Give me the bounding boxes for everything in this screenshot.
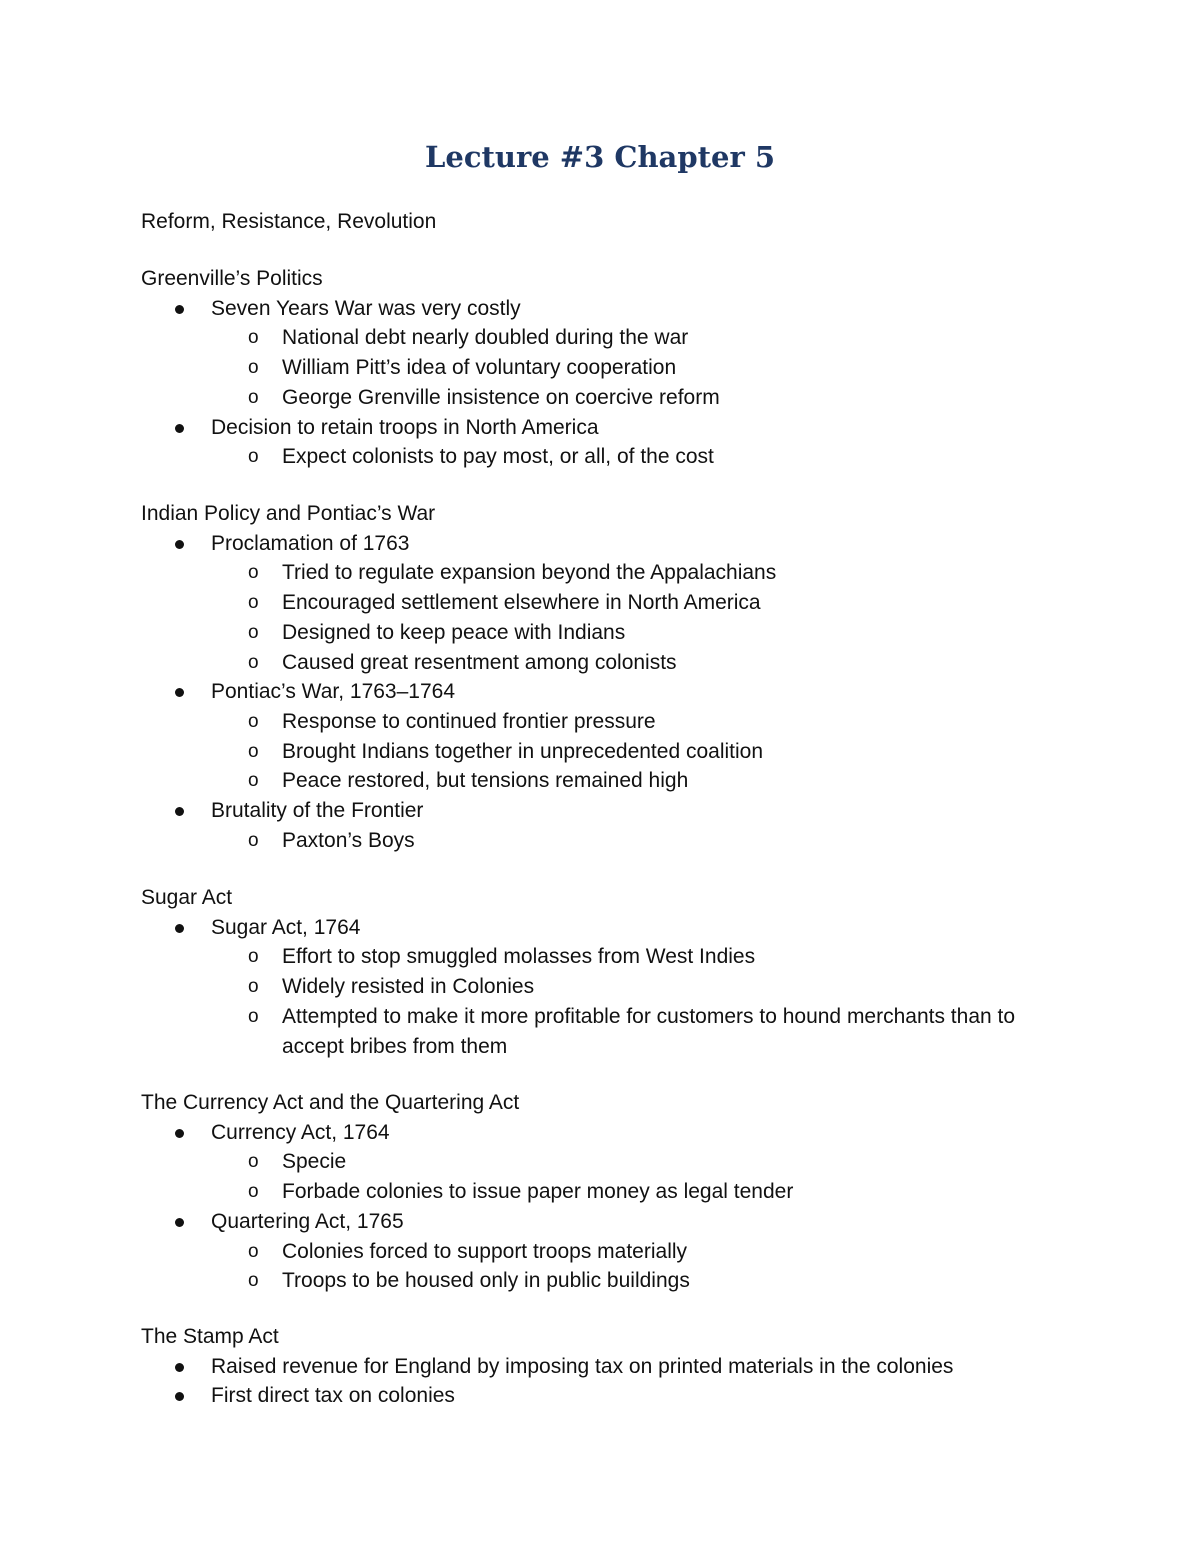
sub-list-item: William Pitt’s idea of voluntary cooperation — [282, 356, 677, 380]
sub-list-item: Tried to regulate expansion beyond the Appalachians — [282, 561, 777, 585]
list-item: Pontiac’s War, 1763–1764 — [211, 680, 456, 704]
sub-list-item: Encouraged settlement elsewhere in North America — [282, 591, 761, 615]
list-item: Quartering Act, 1765 — [211, 1209, 404, 1233]
bullet-dot-icon — [175, 1363, 184, 1372]
sub-list-item: Brought Indians together in unprecedented coalition — [282, 739, 764, 763]
hollow-bullet-icon: o — [248, 770, 259, 792]
hollow-bullet-icon: o — [248, 1151, 259, 1173]
sub-list-item: Peace restored, but tensions remained high — [282, 769, 689, 793]
hollow-bullet-icon: o — [248, 710, 259, 732]
hollow-bullet-icon: o — [248, 1270, 259, 1292]
hollow-bullet-icon: o — [248, 1181, 259, 1203]
hollow-bullet-icon: o — [248, 621, 259, 643]
section-heading: Indian Policy and Pontiac’s War — [141, 502, 436, 525]
sub-list-item: George Grenville insistence on coercive reform — [282, 385, 720, 409]
section-heading: Greenville’s Politics — [141, 267, 323, 290]
list-item: Proclamation of 1763 — [211, 531, 410, 555]
hollow-bullet-icon: o — [248, 592, 259, 614]
sub-list-item: National debt nearly doubled during the war — [282, 326, 689, 350]
sub-list-item: Designed to keep peace with Indians — [282, 620, 626, 644]
sub-list-item: Expect colonists to pay most, or all, of the cost — [282, 445, 714, 469]
list-item: Brutality of the Frontier — [211, 799, 424, 822]
bullet-dot-icon — [175, 540, 184, 549]
list-item: Currency Act, 1764 — [211, 1120, 390, 1144]
hollow-bullet-icon: o — [248, 327, 259, 349]
hollow-bullet-icon: o — [248, 1240, 259, 1262]
sub-list-item: Paxton’s Boys — [282, 828, 415, 852]
sub-list-item: Specie — [282, 1150, 347, 1174]
sub-list-item: Colonies forced to support troops materially — [282, 1239, 688, 1263]
sub-list-item: Effort to stop smuggled molasses from West Indies — [282, 945, 756, 969]
hollow-bullet-icon: o — [248, 386, 259, 408]
section-heading: The Stamp Act — [141, 1325, 279, 1348]
sub-list-item: Response to continued frontier pressure — [282, 709, 656, 733]
hollow-bullet-icon: o — [248, 651, 259, 673]
list-item: Raised revenue for England by imposing tax on printed materials in the colonies — [211, 1354, 954, 1378]
sub-list-item: Widely resisted in Colonies — [282, 975, 535, 999]
hollow-bullet-icon: o — [248, 446, 259, 468]
document-subtitle: Reform, Resistance, Revolution — [141, 210, 437, 233]
bullet-dot-icon — [175, 424, 184, 433]
hollow-bullet-icon: o — [248, 829, 259, 851]
document-title: Lecture #3 Chapter 5 — [424, 140, 775, 174]
sub-list-item: Attempted to make it more profitable for customers to hound merchants than to — [282, 1004, 1016, 1028]
bullet-dot-icon — [175, 1129, 184, 1138]
list-item: Seven Years War was very costly — [211, 296, 521, 320]
list-item: Decision to retain troops in North America — [211, 415, 599, 439]
hollow-bullet-icon: o — [248, 357, 259, 379]
hollow-bullet-icon: o — [248, 976, 259, 998]
bullet-dot-icon — [175, 305, 184, 314]
list-item: First direct tax on colonies — [211, 1384, 455, 1408]
bullet-dot-icon — [175, 688, 184, 697]
list-item: Sugar Act, 1764 — [211, 915, 361, 939]
hollow-bullet-icon: o — [248, 1005, 259, 1027]
sub-list-item: Caused great resentment among colonists — [282, 650, 677, 674]
bullet-dot-icon — [175, 1392, 184, 1401]
sub-list-item: Forbade colonies to issue paper money as legal tender — [282, 1180, 794, 1204]
sub-list-item: Troops to be housed only in public buildings — [282, 1269, 690, 1293]
bullet-dot-icon — [175, 807, 184, 816]
bullet-dot-icon — [175, 1218, 184, 1227]
hollow-bullet-icon: o — [248, 740, 259, 762]
section-heading: Sugar Act — [141, 886, 233, 909]
bullet-dot-icon — [175, 924, 184, 933]
hollow-bullet-icon: o — [248, 562, 259, 584]
hollow-bullet-icon: o — [248, 946, 259, 968]
sub-list-item: accept bribes from them — [282, 1034, 508, 1058]
section-heading: The Currency Act and the Quartering Act — [141, 1091, 520, 1114]
